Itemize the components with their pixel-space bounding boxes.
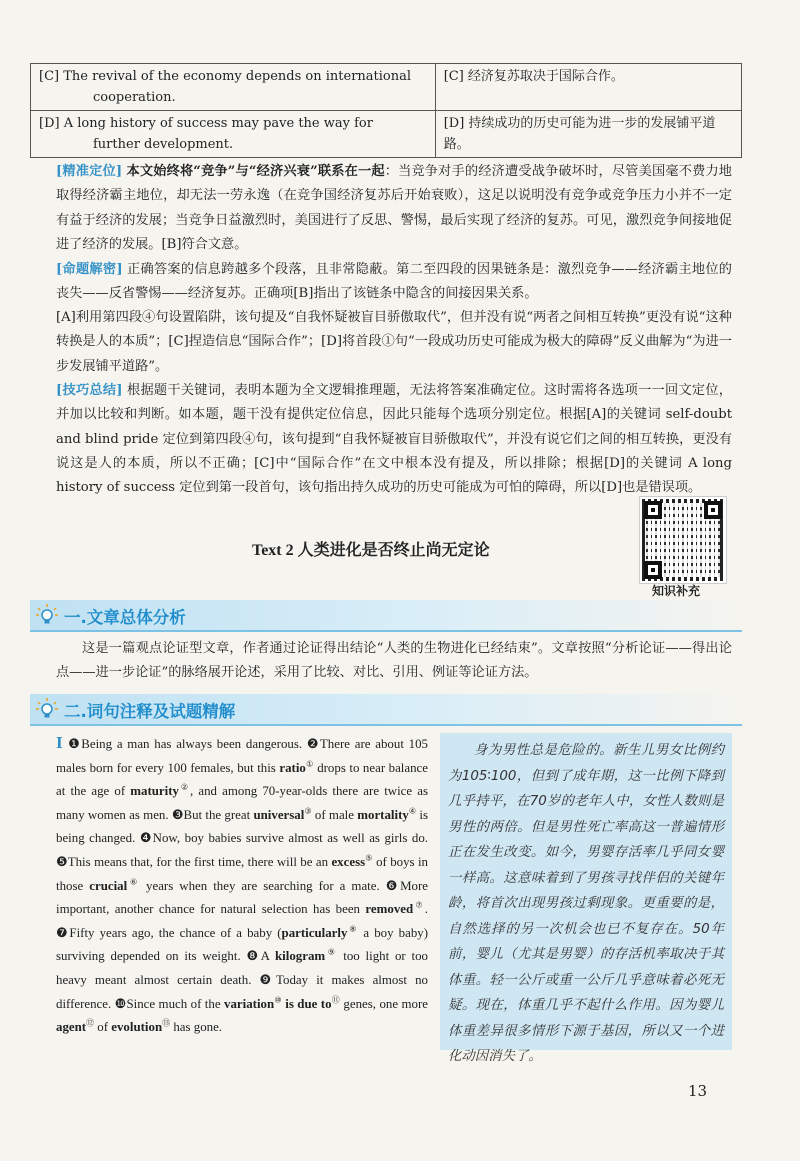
vocab-kilogram: kilogram: [275, 949, 326, 964]
passage-text: drops to near balance at the age of: [56, 760, 428, 799]
technique-summary-paragraph: [56, 379, 732, 500]
passage-text: of boys in those: [56, 854, 428, 893]
option-c-en-line2: cooperation.: [93, 90, 176, 105]
distractor-analysis-paragraph: [56, 306, 732, 379]
precise-positioning-bold: 本文始终将“竞争”与“经济兴衰”联系在一起: [126, 164, 385, 179]
option-row-c: [31, 64, 742, 111]
technique-summary-text: 根据题干关键词，表明本题为全文逻辑推理题，无法将答案准确定位。这时需将各选项一一回文定位，并加以比较和判断。如本题，题干没有提供定位信息，因此只能每个选项分别定位。根据[A]的关键词 self-doubt and blind pride 定位到第四段④句，该句提到“自我怀疑被盲目骄傲取代”，并没有说它们之间的相互转换，更没有说这是人的本质，所以不正确；[C]中“国际合作”在文中根本没有提及，所以排除；根据[D]的关键词 A long history of success 定位到第一段首句，该句指出持久成功的历史可能成为可怕的障碍，所以[D]也是错误项。: [56, 383, 732, 496]
vocab-particularly: particularly: [281, 925, 348, 940]
qr-code-label: 知识补充: [652, 584, 701, 598]
question-decode-tag: [命题解密]: [56, 262, 123, 277]
option-c-en-line1: [C] The revival of the economy depends on international: [39, 69, 412, 84]
precise-positioning-paragraph: [56, 160, 732, 257]
option-c-english: [31, 64, 436, 111]
lightbulb-icon: [36, 604, 58, 626]
option-row-d: [31, 111, 742, 158]
footnote-mark: ⑤: [365, 853, 373, 863]
passage-text: , and among 70-year-olds there are twice as many women as men. ❸But the great: [56, 784, 428, 822]
english-passage: [56, 731, 428, 1040]
question-decode-paragraph: [56, 258, 732, 307]
option-d-english: [31, 111, 436, 158]
options-table: [30, 63, 742, 158]
page-number: 13: [688, 1082, 708, 1100]
overall-analysis-body: [56, 637, 732, 686]
option-d-en-line2: further development.: [93, 137, 234, 152]
qr-code-icon[interactable]: [640, 497, 726, 583]
footnote-mark: ⑧: [347, 924, 359, 934]
passage-text: of male: [311, 807, 358, 822]
section-heading-label: 二.词句注释及试题精解: [64, 702, 236, 721]
footnote-mark: ⑥: [127, 877, 140, 887]
section-heading-overall-analysis: [30, 600, 742, 632]
text2-title: Text 2 人类进化是否终止尚无定论: [252, 542, 490, 559]
vocab-removed: removed: [365, 902, 414, 917]
overall-analysis-text: 这是一篇观点论证型文章，作者通过论证得出结论“人类的生物进化已经结束”。文章按照“分析论证——得出论点——进一步论证”的脉络展开论述，采用了比较、对比、引用、例证等论证方法。: [56, 641, 732, 681]
lightbulb-icon: [36, 698, 58, 720]
passage-text: genes, one more: [339, 996, 428, 1011]
footnote-mark: ⑩: [274, 995, 282, 1005]
precise-positioning-text: ：当竞争对手的经济遭受战争破坏时，尽管美国毫不费力地取得经济霸主地位，却无法一劳永逸（在竞争国经济复苏后开始衰败），这足以说明没有竞争或竞争压力小并不一定有益于经济的发展；当竞争日益激烈时，美国进行了反思、警惕，最后实现了经济的复苏。可见，激烈竞争间接地促进了经济的发展。[B]符合文意。: [56, 164, 732, 252]
footnote-mark: ⑫: [86, 1018, 95, 1028]
passage-text: ❶Being a man has always been dangerous. ❷There are about 105 males born for every 100 females, but this: [56, 737, 428, 775]
footnote-mark: ⑪: [331, 995, 340, 1005]
vocab-due-to: is due to: [285, 996, 332, 1011]
vocab-crucial: crucial: [89, 878, 128, 893]
vocab-mortality: mortality: [357, 807, 409, 822]
question-decode-text: 正确答案的信息跨越多个段落，且非常隐蔽。第二至四段的因果链条是：激烈竞争——经济霸主地位的丧失——反省警惕——经济复苏。正确项[B]指出了该链条中隐含的间接因果关系。: [56, 262, 732, 302]
distractor-analysis-text: [A]利用第四段④句设置陷阱，该句提及“自我怀疑被盲目骄傲取代”，但并没有说“两者之间相互转换”更没有说“这种转换是人的本质”；[C]捏造信息“国际合作”；[D]将首段①句“一段成功历史可能成为极大的障碍”反义曲解为“为进一步发展铺平道路”。: [56, 310, 732, 374]
passage-text: a boy baby) surviving depended on its weight. ❽A: [56, 925, 429, 964]
section-heading-annotations: [30, 694, 742, 726]
footnote-mark: ④: [408, 806, 417, 816]
paragraph-number: I: [56, 733, 63, 752]
passage-text: is being changed. ❹Now, boy babies survive almost as well as girls do. ❺This means that, for the first time, there will be an: [56, 807, 428, 869]
vocab-excess: excess: [331, 854, 366, 869]
chinese-translation-text: 身为男性总是危险的。新生儿男女比例约为105∶100，但到了成年期，这一比例下降到几乎持平，在70岁的老年人中，女性人数则是男性的两倍。但是男性死亡率高这一普遍情形正在发生改变。如今，男婴存活率几乎同女婴一样高。这意味着到了男孩寻找伴侣的关键年龄，将首次出现男孩过剩现象。更重要的是，自然选择的另一次机会也已不复存在。50年前，婴儿（尤其是男婴）的存活机率取决于其体重。轻一公斤或重一公斤几乎意味着必死无疑。现在，体重几乎不起什么作用。因为婴儿体重差异很多情形下源于基因，所以又一个进化动因消失了。: [448, 743, 724, 1064]
chinese-translation-box: [440, 733, 732, 1064]
vocab-evolution: evolution: [111, 1020, 163, 1035]
option-d-chinese: [D] 持续成功的历史可能为进一步的发展铺平道路。: [435, 111, 741, 158]
option-c-chinese: [C] 经济复苏取决于国际合作。: [435, 64, 741, 111]
footnote-mark: ⑦: [413, 900, 425, 910]
vocab-ratio: ratio: [279, 760, 306, 775]
option-d-en-line1: [D] A long history of success may pave the way for: [39, 116, 373, 131]
passage-text: . ❼Fifty years ago, the chance of a baby (: [56, 902, 428, 940]
footnote-mark: ①: [305, 759, 314, 769]
footnote-mark: ⑬: [162, 1018, 171, 1028]
vocab-agent: agent: [56, 1020, 87, 1035]
passage-text: of: [94, 1020, 112, 1035]
vocab-universal: universal: [253, 807, 305, 822]
vocab-maturity: maturity: [130, 784, 179, 799]
passage-text: has gone.: [170, 1020, 223, 1035]
precise-positioning-tag: [精准定位]: [56, 164, 123, 179]
passage-text: years when they are searching for a mate. ❻More important, another chance for natural selection has been: [56, 878, 429, 917]
technique-summary-tag: [技巧总结]: [56, 383, 123, 398]
footnote-mark: ③: [304, 806, 312, 816]
vocab-variation: variation: [224, 996, 275, 1011]
section-heading-label: 一.文章总体分析: [64, 608, 186, 627]
footnote-mark: ⑨: [325, 948, 338, 958]
footnote-mark: ②: [178, 782, 190, 792]
passage-text: too light or too heavy meant almost certain death. ❾Today it makes almost no difference. ❿Since much of the: [56, 949, 428, 1011]
